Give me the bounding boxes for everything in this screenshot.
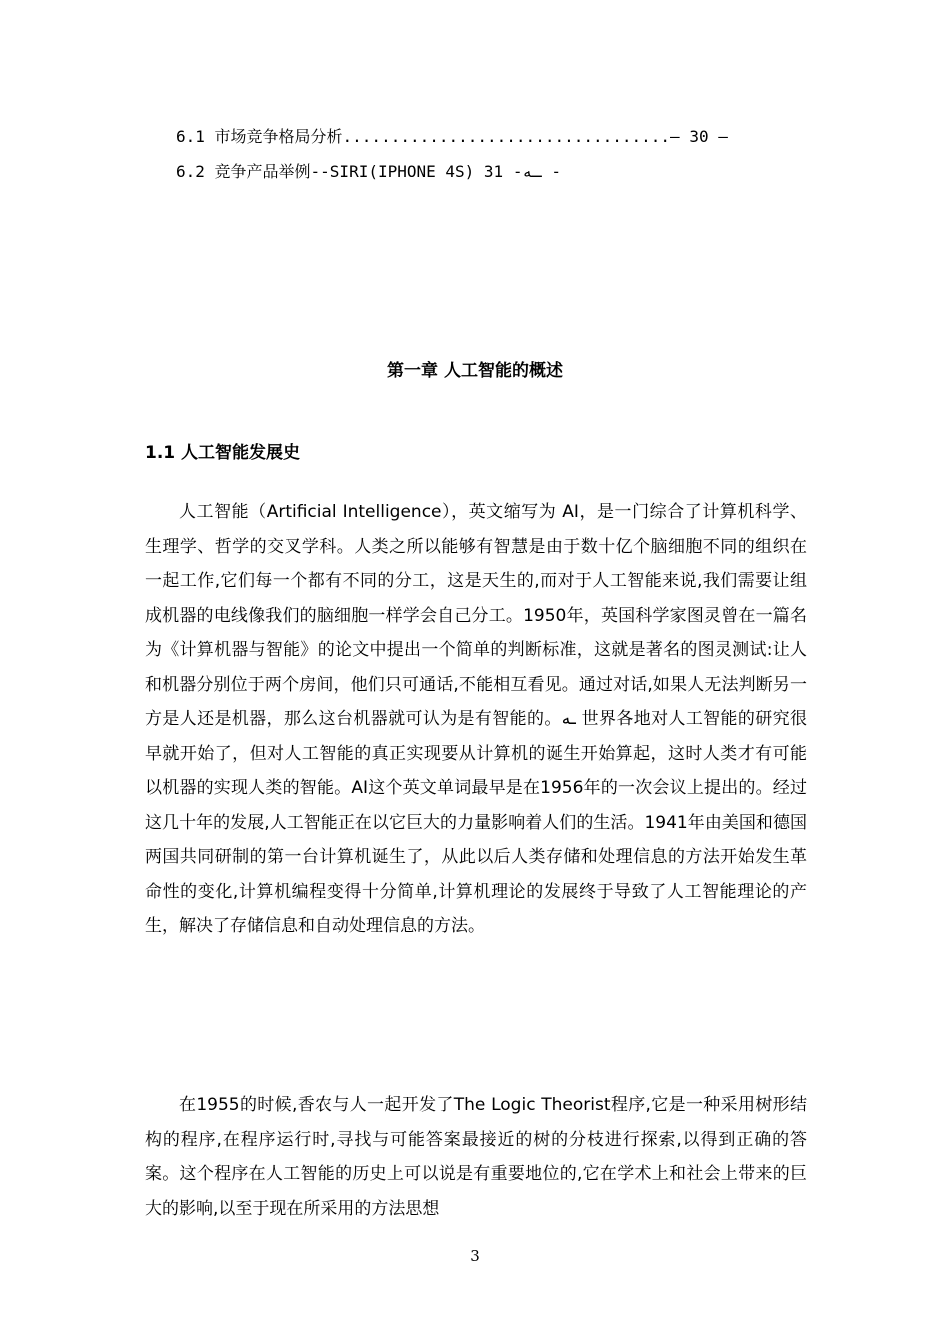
toc-entry: 6.2 竞争产品举例--SIRI(IPHONE 4S) 31 -ـه - <box>176 162 561 181</box>
body-paragraph <box>145 1088 807 1226</box>
section-heading: 1.1 人工智能发展史 <box>145 443 301 463</box>
body-paragraph <box>145 495 807 944</box>
chapter-title: 第一章 人工智能的概述 <box>387 361 563 381</box>
paragraph-text: 人工智能（Artificial Intelligence），英文缩写为 AI，是一门综合了计算机科学、生理学、哲学的交叉学科。人类之所以能够有智慧是由于数十亿个脑细胞不同的组织在一起工作,它们每一个都有不同的分工，这是天生的,而对于人工智能来说,我们需要让组成机器的电线像我们的脑细胞一样学会自己分工。1950年，英国科学家图灵曾在一篇名为《计算机器与智能》的论文中提出一个简单的判断标准，这就是著名的图灵测试:让人和机器分别位于两个房间，他们只可通话,不能相互看见。通过对话,如果人无法判断另一方是人还是机器，那么这台机器就可认为是有智能的。ـه 世界各地对人工智能的研究很早就开始了，但对人工智能的真正实现要从计算机的诞生开始算起，这时人类才有可能以机器的实现人类的智能。AI这个英文单词最早是在1956年的一次会议上提出的。经过这几十年的发展,人工智能正在以它巨大的力量影响着人们的生活。1941年由美国和德国两国共同研制的第一台计算机诞生了，从此以后人类存储和处理信息的方法开始发生革命性的变化,计算机编程变得十分简单,计算机理论的发展终于导致了人工智能理论的产生，解决了存储信息和自动处理信息的方法。 <box>145 502 808 936</box>
page-number: 3 <box>470 1247 480 1265</box>
paragraph-text: 在1955的时候,香农与人一起开发了The Logic Theorist程序,它是一种采用树形结构的程序,在程序运行时,寻找与可能答案最接近的树的分枝进行探索,以得到正确的答案。这个程序在人工智能的历史上可以说是有重要地位的,它在学术上和社会上带来的巨大的影响,以至于现在所采用的方法思想 <box>145 1095 807 1219</box>
toc-entry: 6.1 市场竞争格局分析..................................— 30 — <box>176 127 728 146</box>
